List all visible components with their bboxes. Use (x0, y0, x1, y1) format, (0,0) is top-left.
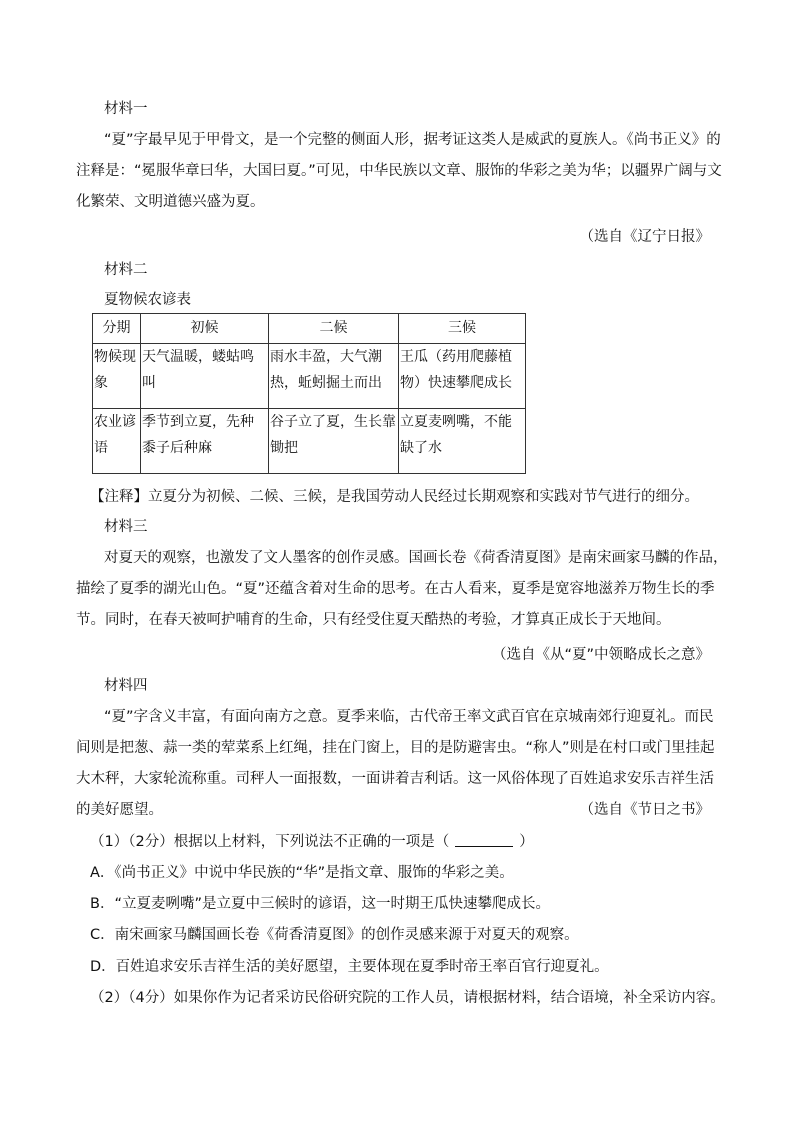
table-row (93, 409, 526, 474)
table-row (93, 344, 526, 409)
question-1-stem-text: （1）（2分）根据以上材料，下列说法不正确的一项是（ (90, 834, 450, 850)
option-c: C．南宋画家马麟国画长卷《荷香清夏图》的创作灵感来源于对夏天的观察。 (90, 927, 579, 943)
table-header-cell: 初候 (141, 314, 269, 344)
table-cell: 天气温暖，蝼蛄鸣叫 (141, 344, 269, 409)
table-header-row (93, 314, 526, 344)
answer-blank[interactable] (455, 832, 513, 847)
question-1-stem (90, 832, 534, 852)
table-cell: 王瓜（药用爬藤植物）快速攀爬成长 (399, 344, 526, 409)
material-1-paragraph: “夏”字最早见于甲骨文，是一个完整的侧面人形，据考证这类人是威武的夏族人。《尚书正义》的注释是：“冕服华章曰华，大国曰夏。”可见，中华民族以文章、服饰的华彩之美为华；以疆界广阔与文化繁荣、文明道德兴盛为夏。 (76, 132, 722, 210)
table-title: 夏物候农谚表 (104, 292, 191, 308)
material-4-paragraph: “夏”字含义丰富，有面向南方之意。夏季来临，古代帝王率文武百官在京城南郊行迎夏礼。而民间则是把葱、蒜一类的荤菜系上红绳，挂在门窗上，目的是防避害虫。“称人”则是在村口或门里挂起大木秤，大家轮流称重。司秤人一面报数，一面讲着吉利话。这一风俗体现了百姓追求安乐吉祥生活的美好愿望。 (76, 709, 715, 818)
material-1-heading: 材料一 (104, 101, 148, 117)
material-3-heading: 材料三 (104, 519, 148, 535)
table-cell: 立夏麦咧嘴，不能缺了水 (399, 409, 526, 474)
material-1-source: （选自《辽宁日报》 (579, 229, 710, 245)
table-cell: 雨水丰盈，大气潮热，蚯蚓掘土而出 (269, 344, 399, 409)
material-4-source: （选自《节日之书》 (579, 802, 710, 818)
table-header-cell: 三候 (399, 314, 526, 344)
material-2-heading: 材料二 (104, 262, 148, 278)
material-4-heading: 材料四 (104, 678, 148, 694)
question-2-stem: （2）（4分）如果你作为记者采访民俗研究院的工作人员，请根据材料，结合语境，补全采访内容。 (90, 990, 725, 1006)
option-b: B．“立夏麦咧嘴”是立夏中三候时的谚语，这一时期王瓜快速攀爬成长。 (90, 896, 550, 912)
phenology-table (92, 313, 526, 474)
question-1-stem-close: ） (519, 834, 534, 850)
table-cell: 物候现象 (93, 344, 141, 409)
table-cell: 谷子立了夏，生长靠锄把 (269, 409, 399, 474)
material-3-source: （选自《从“夏”中领略成长之意》 (491, 647, 710, 663)
material-3-paragraph: 对夏天的观察，也激发了文人墨客的创作灵感。国画长卷《荷香清夏图》是南宋画家马麟的作品，描绘了夏季的湖光山色。“夏”还蕴含着对生命的思考。在古人看来，夏季是宽容地滋养万物生长的季节。同时，在春天被呵护哺育的生命，只有经受住夏天酷热的考验，才算真正成长于天地间。 (76, 550, 728, 628)
table-cell: 农业谚语 (93, 409, 141, 474)
option-d: D．百姓追求安乐吉祥生活的美好愿望，主要体现在夏季时帝王率百官行迎夏礼。 (90, 959, 609, 975)
table-header-cell: 分期 (93, 314, 141, 344)
table-header-cell: 二候 (269, 314, 399, 344)
option-a: A．《尚书正义》中说中华民族的“华”是指文章、服饰的华彩之美。 (90, 865, 514, 881)
table-cell: 季节到立夏，先种黍子后种麻 (141, 409, 269, 474)
table-note: 【注释】立夏分为初候、二候、三候，是我国劳动人民经过长期观察和实践对节气进行的细分。 (90, 489, 699, 505)
